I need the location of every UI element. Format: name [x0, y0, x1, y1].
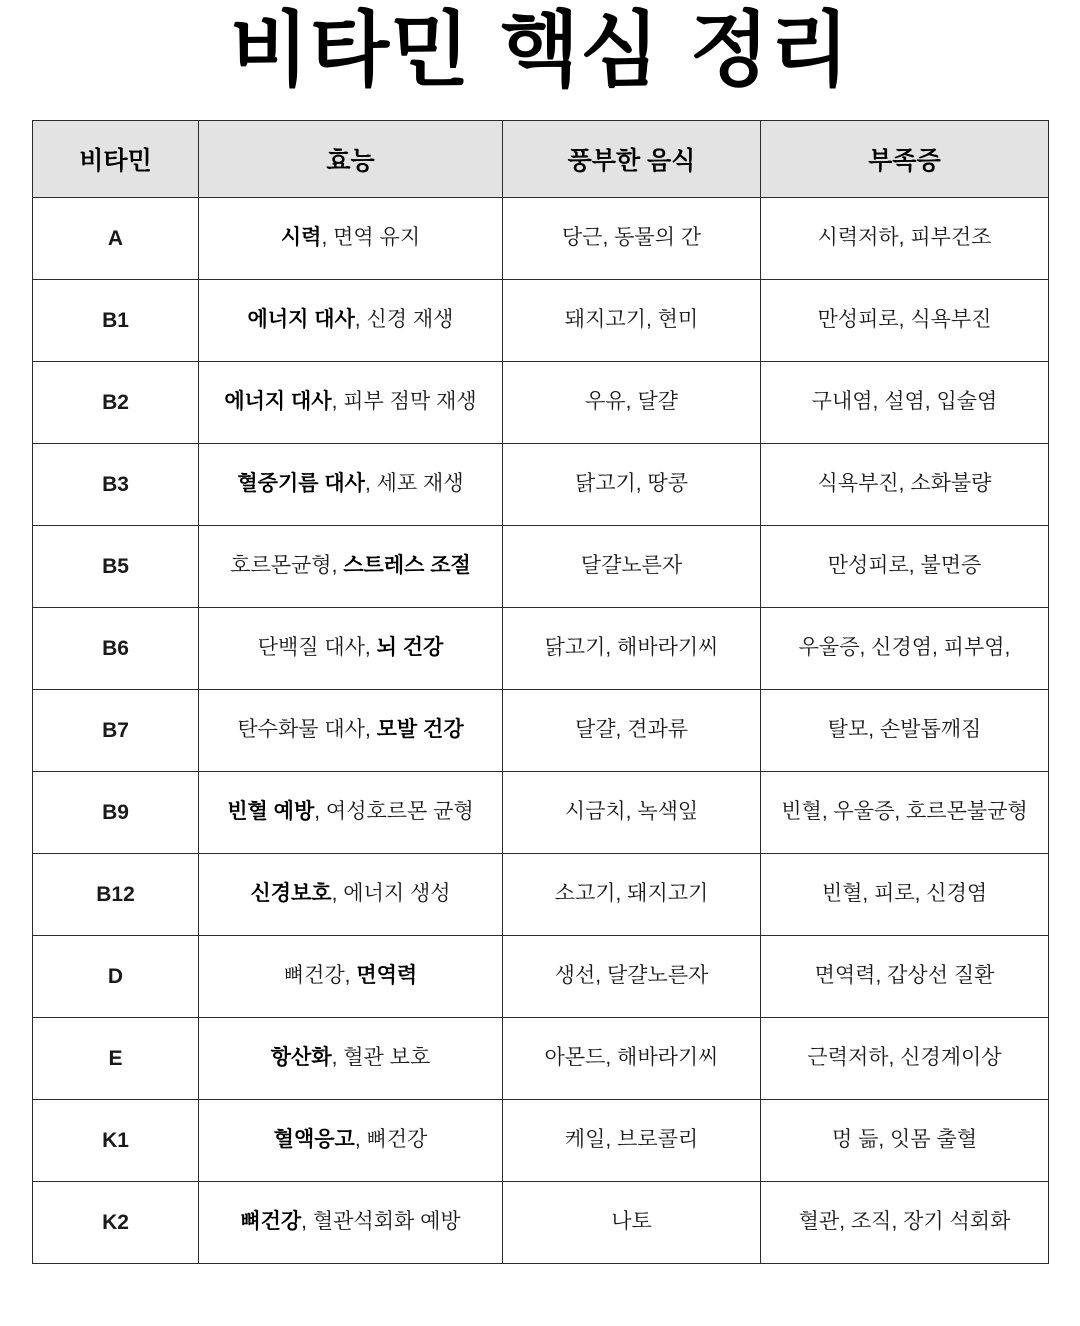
cell-food: 케일, 브로콜리: [503, 1100, 761, 1182]
cell-deficiency: 탈모, 손발톱깨짐: [761, 690, 1049, 772]
cell-vitamin-name: B2: [33, 362, 199, 444]
cell-benefit: [199, 1018, 503, 1100]
cell-food: 닭고기, 땅콩: [503, 444, 761, 526]
cell-food: 돼지고기, 현미: [503, 280, 761, 362]
table-row: [33, 444, 1049, 526]
benefit-text: 단백질 대사,: [257, 636, 377, 660]
benefit-emphasis: 스트레스 조절: [343, 554, 471, 578]
cell-benefit: [199, 1182, 503, 1264]
table-row: [33, 608, 1049, 690]
cell-benefit: [199, 854, 503, 936]
cell-deficiency: 빈혈, 우울증, 호르몬불균형: [761, 772, 1049, 854]
table-wrapper: [0, 120, 1080, 1264]
cell-food: 달걀, 견과류: [503, 690, 761, 772]
cell-vitamin-name: B1: [33, 280, 199, 362]
table-header: [33, 121, 1049, 198]
table-row: [33, 280, 1049, 362]
column-header-food: 풍부한 음식: [503, 121, 761, 198]
cell-vitamin-name: E: [33, 1018, 199, 1100]
cell-deficiency: 구내염, 설염, 입술염: [761, 362, 1049, 444]
benefit-emphasis: 에너지 대사: [224, 390, 332, 414]
benefit-text: , 에너지 생성: [331, 882, 451, 906]
benefit-emphasis: 빈혈 예방: [227, 800, 315, 824]
benefit-text: , 혈관 보호: [331, 1046, 431, 1070]
vitamin-summary-table: [32, 120, 1049, 1264]
cell-vitamin-name: A: [33, 198, 199, 280]
cell-deficiency: 시력저하, 피부건조: [761, 198, 1049, 280]
benefit-text: 호르몬균형,: [230, 554, 344, 578]
benefit-text: , 여성호르몬 균형: [314, 800, 474, 824]
table-row: [33, 854, 1049, 936]
table-header-row: [33, 121, 1049, 198]
cell-deficiency: 멍 듦, 잇몸 출혈: [761, 1100, 1049, 1182]
cell-vitamin-name: B3: [33, 444, 199, 526]
cell-vitamin-name: K2: [33, 1182, 199, 1264]
benefit-emphasis: 시력: [280, 226, 322, 250]
cell-deficiency: 근력저하, 신경계이상: [761, 1018, 1049, 1100]
table-row: [33, 936, 1049, 1018]
table-body: [33, 198, 1049, 1264]
table-row: [33, 362, 1049, 444]
benefit-text: , 세포 재생: [364, 472, 464, 496]
cell-vitamin-name: B9: [33, 772, 199, 854]
benefit-text: , 혈관석회화 예방: [301, 1210, 461, 1234]
benefit-emphasis: 에너지 대사: [247, 308, 355, 332]
cell-benefit: [199, 690, 503, 772]
cell-deficiency: 식욕부진, 소화불량: [761, 444, 1049, 526]
cell-vitamin-name: B12: [33, 854, 199, 936]
cell-benefit: [199, 280, 503, 362]
table-row: [33, 1182, 1049, 1264]
benefit-emphasis: 신경보호: [250, 882, 332, 906]
table-row: [33, 1100, 1049, 1182]
cell-food: 당근, 동물의 간: [503, 198, 761, 280]
benefit-emphasis: 면역력: [356, 964, 418, 988]
page-title: 비타민 핵심 정리: [229, 3, 851, 98]
cell-benefit: [199, 198, 503, 280]
cell-benefit: [199, 608, 503, 690]
cell-vitamin-name: B5: [33, 526, 199, 608]
cell-deficiency: 우울증, 신경염, 피부염,: [761, 608, 1049, 690]
cell-vitamin-name: B6: [33, 608, 199, 690]
benefit-text: , 피부 점막 재생: [331, 390, 477, 414]
cell-food: 소고기, 돼지고기: [503, 854, 761, 936]
cell-deficiency: 빈혈, 피로, 신경염: [761, 854, 1049, 936]
cell-food: 시금치, 녹색잎: [503, 772, 761, 854]
benefit-emphasis: 혈중기름 대사: [237, 472, 365, 496]
cell-deficiency: 면역력, 갑상선 질환: [761, 936, 1049, 1018]
benefit-text: 탄수화물 대사,: [237, 718, 377, 742]
cell-benefit: [199, 526, 503, 608]
cell-benefit: [199, 444, 503, 526]
table-row: [33, 198, 1049, 280]
benefit-text: , 뼈건강: [354, 1128, 428, 1152]
column-header-benefit: 효능: [199, 121, 503, 198]
cell-benefit: [199, 362, 503, 444]
cell-benefit: [199, 936, 503, 1018]
column-header-vitamin: 비타민: [33, 121, 199, 198]
cell-vitamin-name: D: [33, 936, 199, 1018]
benefit-emphasis: 혈액응고: [273, 1128, 355, 1152]
cell-food: 아몬드, 해바라기씨: [503, 1018, 761, 1100]
table-row: [33, 690, 1049, 772]
cell-vitamin-name: K1: [33, 1100, 199, 1182]
cell-vitamin-name: B7: [33, 690, 199, 772]
cell-deficiency: 혈관, 조직, 장기 석회화: [761, 1182, 1049, 1264]
page-container: [0, 3, 1080, 1264]
table-row: [33, 526, 1049, 608]
benefit-text: , 면역 유지: [321, 226, 421, 250]
cell-deficiency: 만성피로, 식욕부진: [761, 280, 1049, 362]
benefit-emphasis: 모발 건강: [376, 718, 464, 742]
cell-food: 우유, 달걀: [503, 362, 761, 444]
benefit-text: , 신경 재생: [354, 308, 454, 332]
benefit-text: 뼈건강,: [283, 964, 357, 988]
benefit-emphasis: 뇌 건강: [376, 636, 444, 660]
table-row: [33, 772, 1049, 854]
benefit-emphasis: 뼈건강: [240, 1210, 302, 1234]
table-row: [33, 1018, 1049, 1100]
cell-food: 나토: [503, 1182, 761, 1264]
cell-benefit: [199, 772, 503, 854]
column-header-deficiency: 부족증: [761, 121, 1049, 198]
cell-food: 달걀노른자: [503, 526, 761, 608]
cell-food: 생선, 달걀노른자: [503, 936, 761, 1018]
cell-food: 닭고기, 해바라기씨: [503, 608, 761, 690]
cell-deficiency: 만성피로, 불면증: [761, 526, 1049, 608]
cell-benefit: [199, 1100, 503, 1182]
benefit-emphasis: 항산화: [270, 1046, 332, 1070]
